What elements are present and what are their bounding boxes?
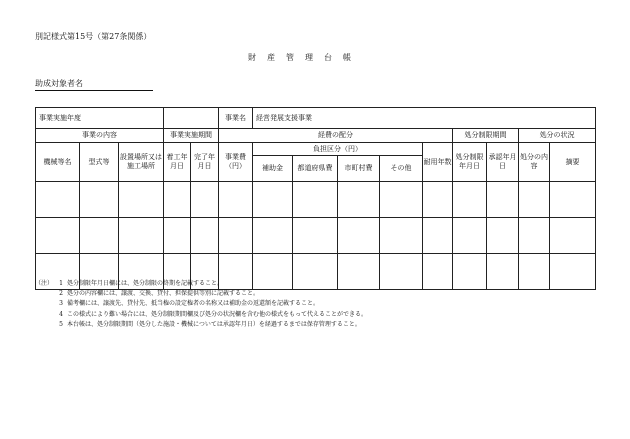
table-cell[interactable] [253, 182, 293, 218]
col-machine-header: 機械等名 [36, 143, 80, 182]
project-name-value[interactable]: 経営発展支援事業 [253, 108, 596, 129]
table-cell[interactable] [219, 218, 253, 254]
note-text: 処分制限年月日欄には、処分制限の終期を記載すること。 [67, 280, 224, 287]
group-cost-header: 経費の配分 [219, 129, 453, 143]
table-cell[interactable] [164, 182, 191, 218]
table-cell[interactable] [453, 254, 487, 290]
col-remarks-header: 摘要 [550, 143, 596, 182]
table-cell[interactable] [36, 182, 80, 218]
table-cell[interactable] [293, 218, 338, 254]
table-cell[interactable] [453, 182, 487, 218]
table-cell[interactable] [550, 218, 596, 254]
table-cell[interactable] [550, 182, 596, 218]
note-item [35, 299, 367, 309]
table-cell[interactable] [487, 254, 519, 290]
note-text: 処分の内容欄には、譲渡、交換、貸付、担保提供等別に記載すること。 [67, 290, 260, 298]
group-period-header: 事業実施期間 [164, 129, 219, 143]
note-text: 備考欄には、譲渡先、貸付先、抵当権の設定権者の名称又は補助金の返還額を記載すること。 [67, 300, 320, 308]
note-number: 1 [59, 280, 63, 287]
col-prefecture-header: 都道府県費 [293, 156, 338, 182]
group-content-header: 事業の内容 [36, 129, 164, 143]
table-cell[interactable] [119, 182, 164, 218]
table-cell[interactable] [338, 218, 380, 254]
table-cell[interactable] [80, 218, 119, 254]
col-municipal-header: 市町村費 [338, 156, 380, 182]
table-cell[interactable] [519, 182, 550, 218]
table-cell[interactable] [191, 218, 219, 254]
col-durable-years-header: 耐用年数 [423, 143, 453, 182]
col-subsidy-header: 補助金 [253, 156, 293, 182]
note-number: 3 [59, 300, 63, 308]
table-cell[interactable] [550, 254, 596, 290]
table-cell[interactable] [164, 218, 191, 254]
table-cell[interactable] [423, 182, 453, 218]
table-cell[interactable] [293, 182, 338, 218]
table-cell[interactable] [380, 182, 423, 218]
burden-category-header: 負担区分（円） [253, 143, 423, 156]
project-name-label: 事業名 [219, 108, 253, 129]
col-model-header: 型式等 [80, 143, 119, 182]
subgroup-header-row [36, 143, 596, 156]
document-title: 財産管理台帳 [248, 53, 362, 62]
table-cell[interactable] [487, 182, 519, 218]
grantee-name-field[interactable]: 助成対象者名 [35, 78, 153, 91]
col-disposal-content-header: 処分の内容 [519, 143, 550, 182]
note-item [35, 279, 367, 289]
col-location-header: 設置場所又は施工場所 [119, 143, 164, 182]
table-cell[interactable] [487, 218, 519, 254]
project-header-row [36, 108, 596, 129]
note-number: 2 [59, 290, 63, 298]
group-disposal-period-header: 処分制限期間 [453, 129, 519, 143]
property-ledger-table [35, 107, 596, 290]
col-start-header: 着工年月日 [164, 143, 191, 182]
note-text: 本台帳は、処分制限期間（処分した施設・機械については承認年月日）を経過するまでは保存管理すること。 [67, 320, 361, 328]
group-disposal-status-header: 処分の状況 [519, 129, 596, 143]
table-cell[interactable] [423, 218, 453, 254]
col-other-header: その他 [380, 156, 423, 182]
table-cell[interactable] [191, 182, 219, 218]
note-item [35, 310, 367, 320]
table-cell[interactable] [519, 254, 550, 290]
fiscal-year-value[interactable] [164, 108, 219, 129]
fiscal-year-label: 事業実施年度 [36, 108, 164, 129]
col-project-cost-header: 事業費（円） [219, 143, 253, 182]
table-cell[interactable] [453, 218, 487, 254]
note-number: 4 [59, 310, 63, 318]
form-number-label: 別記様式第15号（第27条関係） [35, 32, 152, 41]
note-number: 5 [59, 320, 63, 328]
table-cell[interactable] [380, 218, 423, 254]
table-cell[interactable] [338, 182, 380, 218]
table-cell[interactable] [36, 218, 80, 254]
col-approval-date-header: 承認年月日 [487, 143, 519, 182]
group-header-row [36, 129, 596, 143]
table-cell[interactable] [119, 218, 164, 254]
table-row [36, 218, 596, 254]
col-disposal-limit-header: 処分制限年月日 [453, 143, 487, 182]
note-text: この様式により難い場合には、処分制限期間欄及び処分の状況欄を含む他の様式をもって代えることができる。 [67, 310, 368, 318]
table-cell[interactable] [253, 218, 293, 254]
note-item [35, 320, 367, 330]
table-cell[interactable] [219, 182, 253, 218]
table-row [36, 182, 596, 218]
table-cell[interactable] [380, 254, 423, 290]
table-cell[interactable] [519, 218, 550, 254]
notes-section [35, 279, 367, 330]
table-cell[interactable] [80, 182, 119, 218]
note-item [35, 289, 367, 299]
notes-prefix: （注） [35, 280, 54, 287]
table-cell[interactable] [423, 254, 453, 290]
col-end-header: 完了年月日 [191, 143, 219, 182]
